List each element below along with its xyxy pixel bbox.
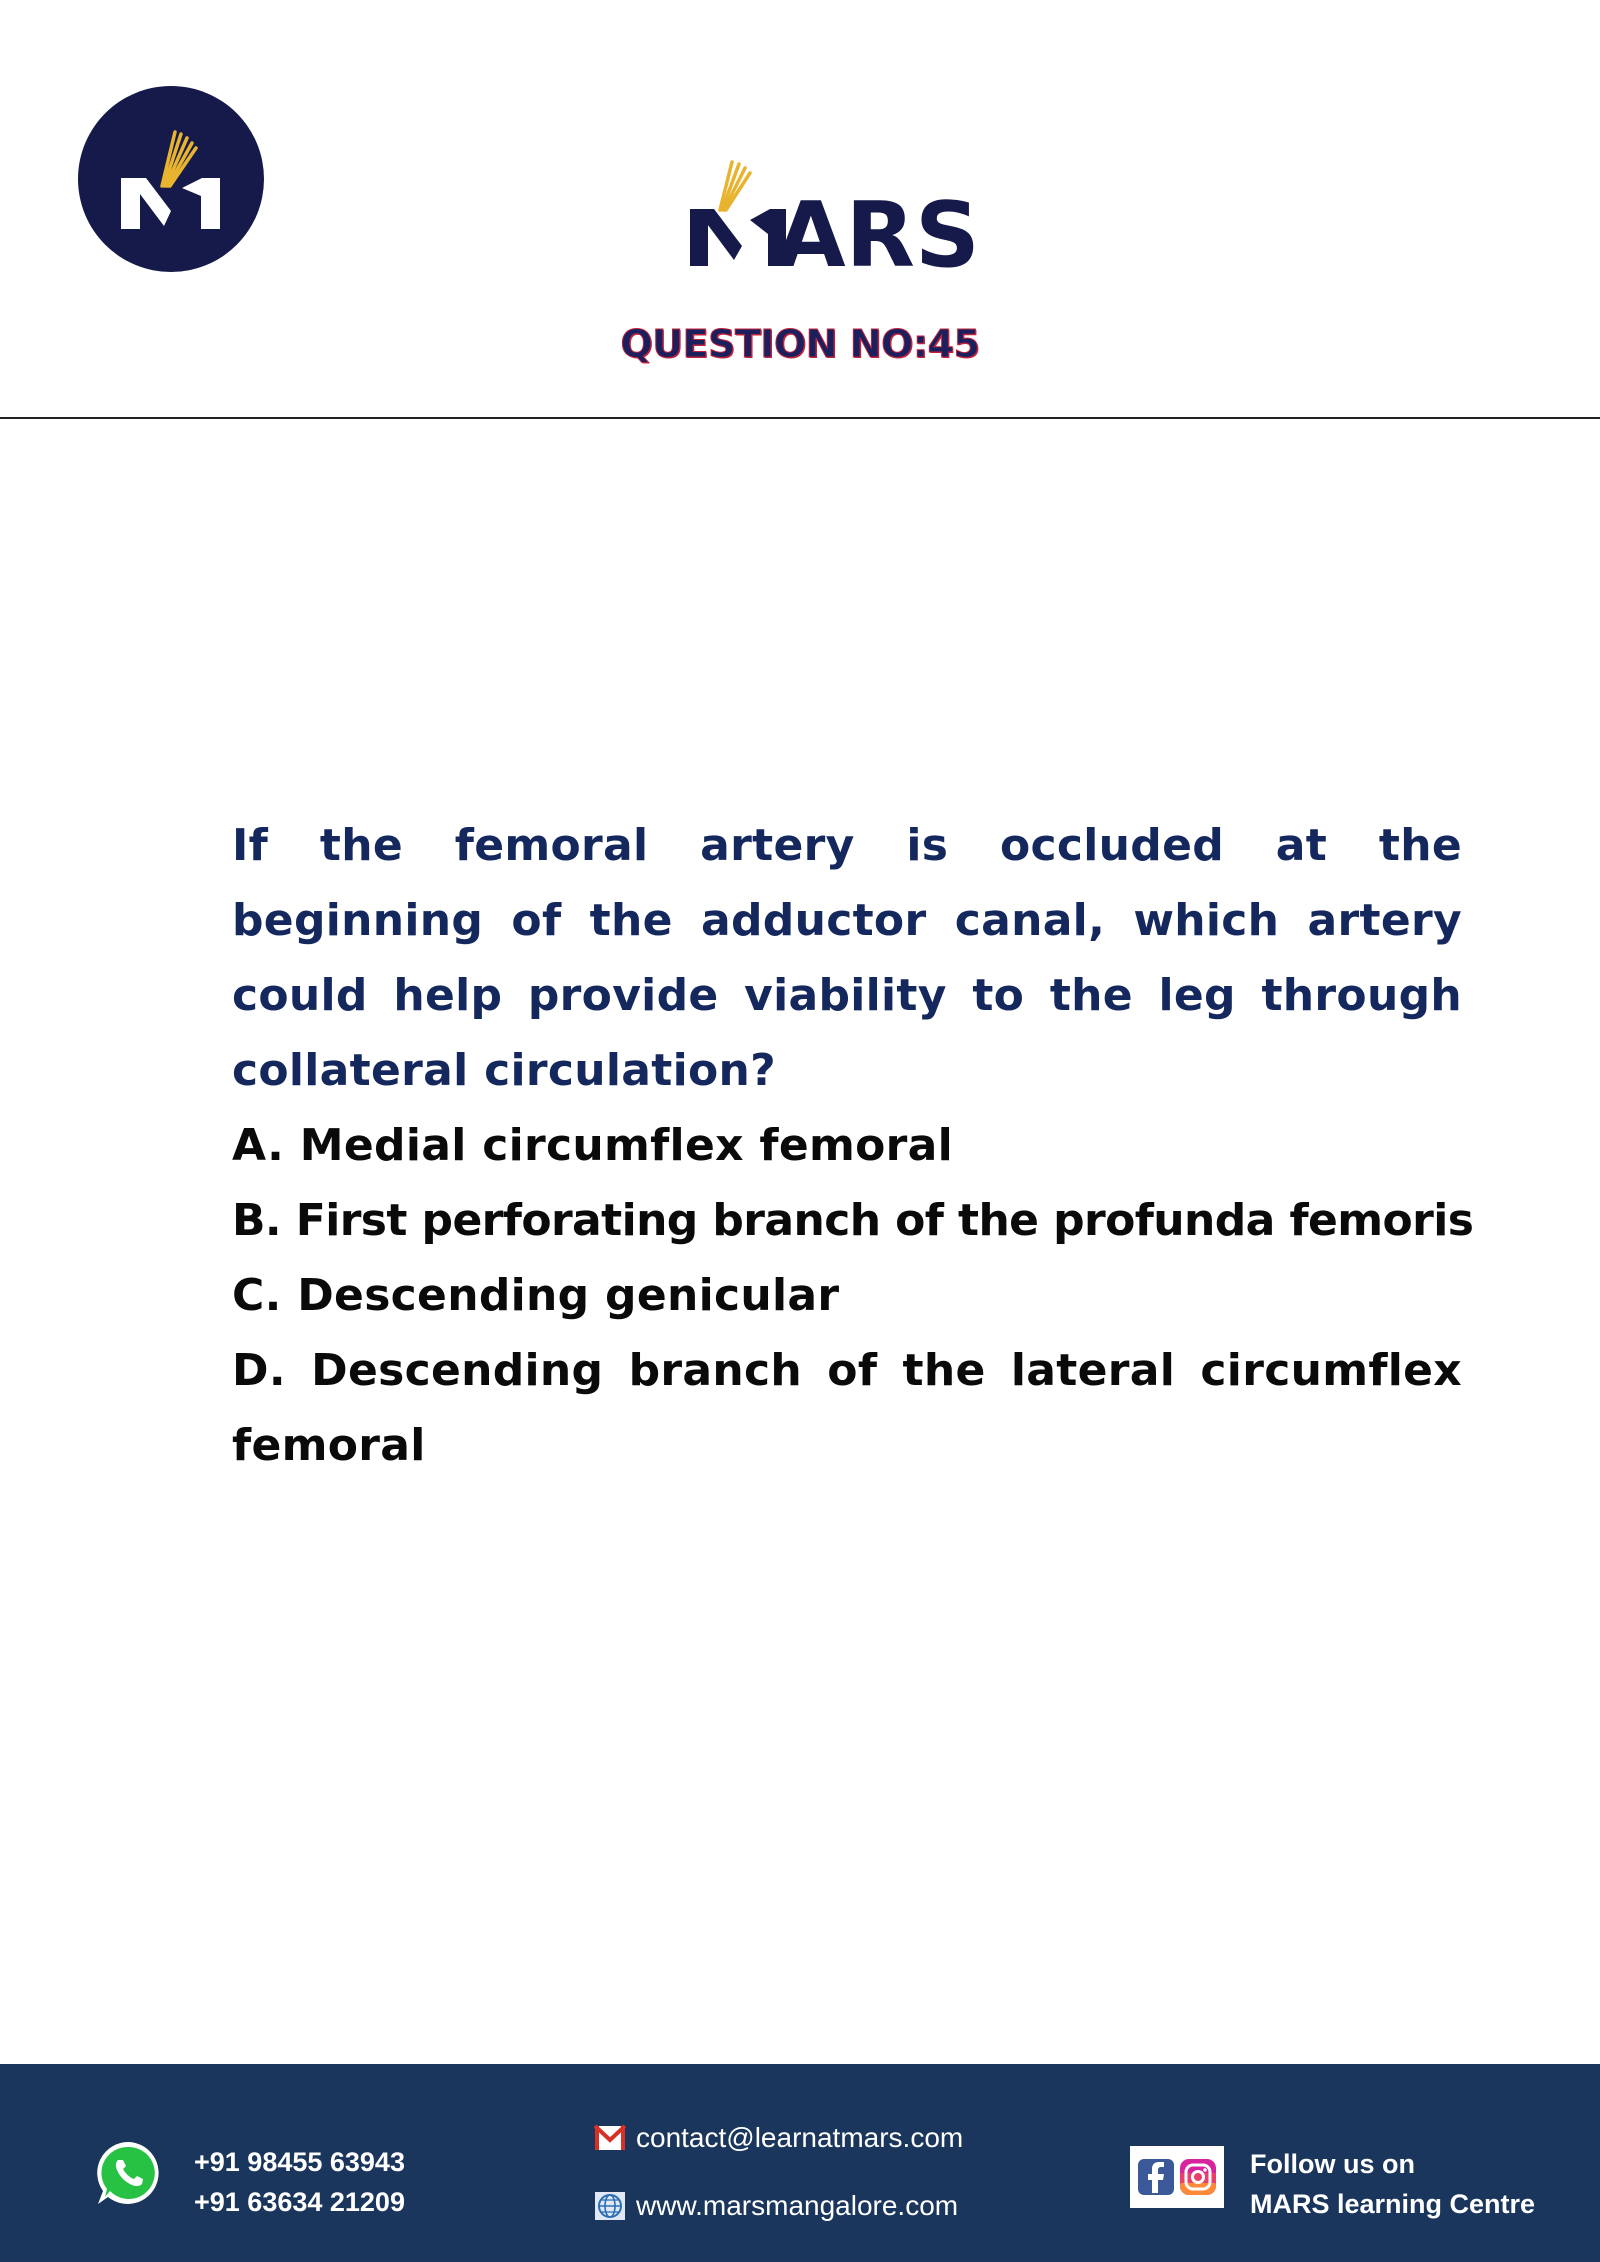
mars-wordmark-logo [680, 154, 1020, 288]
mail-icon [594, 2123, 626, 2153]
social-icons [1130, 2146, 1224, 2208]
website-row[interactable] [594, 2186, 958, 2226]
question-text: If the femoral artery is occluded at the beginning of the adductor canal, which artery could help provide viability to the leg through collateral circulation? [232, 820, 1462, 1096]
option-a: A. Medial circumflex femoral [232, 1120, 954, 1171]
globe-icon [594, 2191, 626, 2221]
option-d: D. Descending branch of the lateral circumflex femoral [232, 1345, 1462, 1471]
email-link[interactable]: contact@learnatmars.com [636, 2122, 964, 2153]
option-b: B. First perforating branch of the profunda femoris [232, 1195, 1474, 1246]
instagram-icon[interactable] [1180, 2159, 1216, 2195]
option-c: C. Descending genicular [232, 1270, 840, 1321]
whatsapp-icon [94, 2138, 164, 2208]
brand-wordmark-text: ARS [776, 183, 980, 288]
footer-bar [0, 2064, 1600, 2262]
mars-circle-logo [78, 86, 264, 272]
facebook-icon[interactable] [1138, 2159, 1174, 2195]
follow-line-1: Follow us on [1250, 2149, 1415, 2179]
header-divider [0, 417, 1600, 419]
phone-2[interactable]: +91 63634 21209 [194, 2187, 405, 2217]
phone-1[interactable]: +91 98455 63943 [194, 2147, 405, 2177]
email-row[interactable] [594, 2118, 963, 2158]
phone-numbers [194, 2142, 405, 2222]
question-number-title: QUESTION NO:45 [620, 322, 980, 366]
website-link[interactable]: www.marsmangalore.com [636, 2190, 959, 2221]
question-block [232, 808, 1474, 1483]
follow-us-text [1250, 2144, 1535, 2224]
follow-line-2[interactable]: MARS learning Centre [1250, 2189, 1536, 2219]
